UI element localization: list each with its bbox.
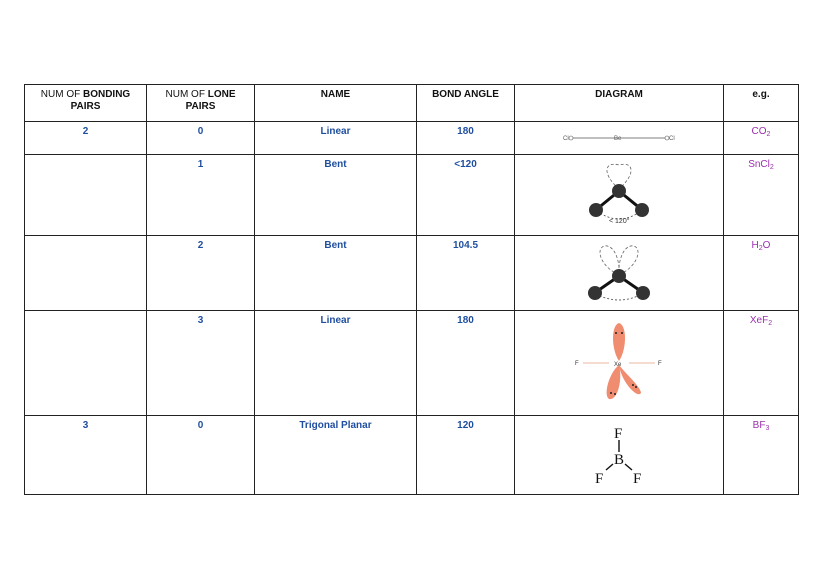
atom-label: F — [595, 471, 604, 487]
atom-label: Cl — [669, 136, 675, 142]
name-cell: Linear — [255, 122, 417, 155]
atom-label: F — [575, 361, 579, 367]
table-row — [25, 155, 799, 236]
header-diagram: DIAGRAM — [515, 85, 724, 122]
xef2-diagram — [569, 315, 669, 411]
angle-cell: 180 — [417, 122, 515, 155]
bf3-diagram — [579, 420, 659, 490]
bent-one-lone-pair-diagram — [579, 159, 659, 231]
table-row — [25, 416, 799, 495]
name-cell: Linear — [255, 311, 417, 416]
angle-label: < 120° — [609, 218, 630, 225]
diagram-cell — [515, 155, 724, 236]
example-cell: SnCl$_2$ — [724, 155, 799, 236]
atom-label: B — [614, 452, 625, 468]
atom-label: Xe — [614, 362, 622, 368]
bonding-cell: 2 — [25, 122, 147, 155]
name-cell: Bent — [255, 155, 417, 236]
atom-label: Be — [614, 136, 622, 142]
bonding-cell — [25, 236, 147, 311]
lone-cell: 1 — [147, 155, 255, 236]
atom-label: F — [614, 426, 623, 442]
bonding-cell — [25, 155, 147, 236]
header-bonding-pairs: NUM OF BONDING PAIRS — [25, 85, 147, 122]
header-name: NAME — [255, 85, 417, 122]
angle-cell: 104.5 — [417, 236, 515, 311]
lone-cell: 3 — [147, 311, 255, 416]
angle-cell: 180 — [417, 311, 515, 416]
diagram-cell — [515, 416, 724, 495]
atom-label: F — [658, 361, 662, 367]
example-cell: XeF$_2$ — [724, 311, 799, 416]
header-bond-angle: BOND ANGLE — [417, 85, 515, 122]
diagram-cell — [515, 236, 724, 311]
example-cell: $H_2O$ — [724, 236, 799, 311]
bonding-cell: 3 — [25, 416, 147, 495]
name-cell: Bent — [255, 236, 417, 311]
header-row — [25, 85, 799, 122]
bent-two-lone-pairs-diagram — [574, 240, 664, 306]
vsepr-table — [24, 84, 799, 495]
table-row — [25, 122, 799, 155]
header-example: e.g. — [724, 85, 799, 122]
table-row — [25, 311, 799, 416]
bonding-cell — [25, 311, 147, 416]
header-lone-pairs: NUM OF LONE PAIRS — [147, 85, 255, 122]
table-row — [25, 236, 799, 311]
example-cell: $CO_2$ — [724, 122, 799, 155]
atom-label: Cl — [563, 136, 569, 142]
atom-label: F — [633, 471, 642, 487]
name-cell: Trigonal Planar — [255, 416, 417, 495]
example-cell: $BF_3$ — [724, 416, 799, 495]
angle-cell: <120 — [417, 155, 515, 236]
lone-cell: 0 — [147, 416, 255, 495]
angle-cell: 120 — [417, 416, 515, 495]
lone-cell: 2 — [147, 236, 255, 311]
diagram-cell — [515, 122, 724, 155]
diagram-cell — [515, 311, 724, 416]
linear-molecule-diagram — [559, 126, 679, 150]
lone-cell: 0 — [147, 122, 255, 155]
